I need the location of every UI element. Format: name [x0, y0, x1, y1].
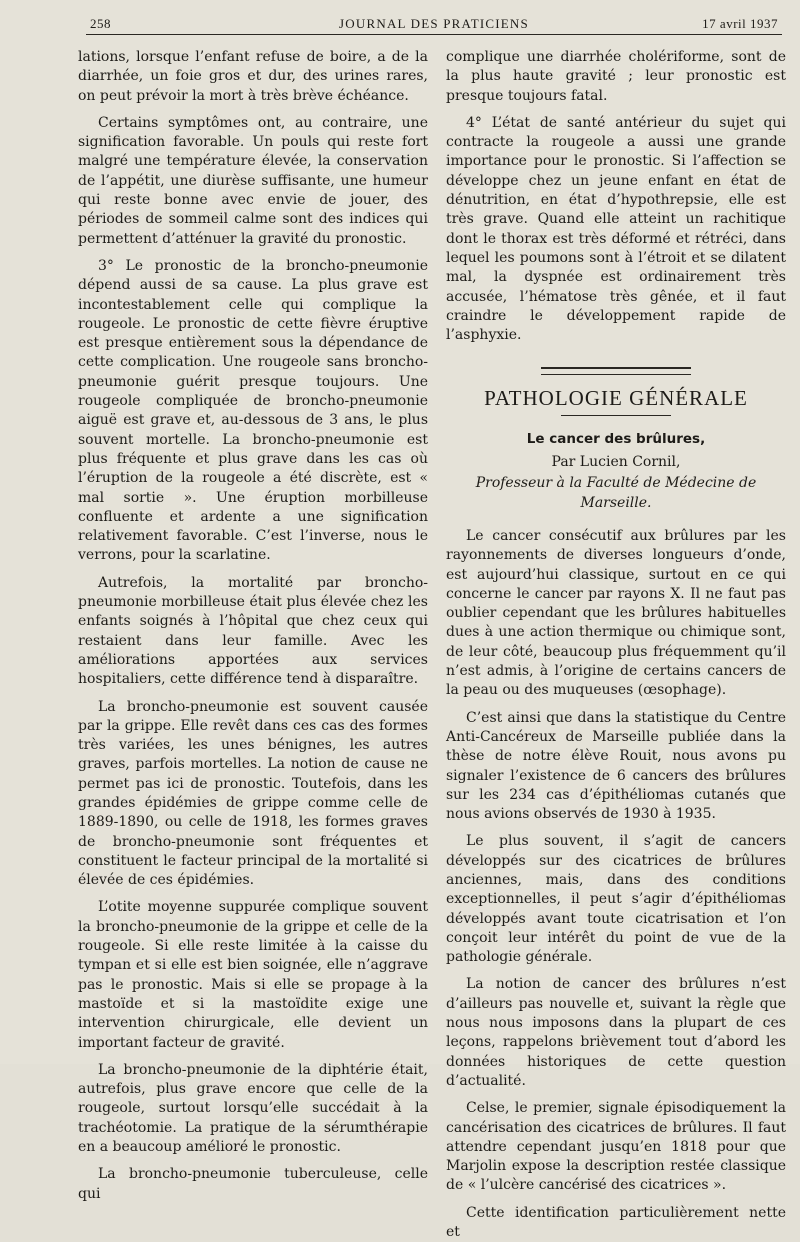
right-paragraph-7: Celse, le premier, signale épisodiquement la cancérisation des cicatrices de brûlures. Il faut attendre cependant jusqu’en 1818 pour que Marjolin expose la description restée classique de « l’ulcère cancérisé des cicatrices ». — [446, 1100, 786, 1194]
right-paragraph-1: complique une diarrhée cholériforme, sont de la plus haute gravité ; leur pronostic est presque toujours fatal. — [446, 49, 786, 104]
left-paragraph-6: L’otite moyenne suppurée complique souvent la broncho-pneumonie de la grippe et celle de la rougeole. Si elle reste limitée à la caisse du tympan et si elle est bien soignée, elle n’aggrave pas le pronostic. Mais si elle se propage à la mastoïde et si la mastoïdite exige une intervention chirurgicale, elle devient un important facteur de gravité. — [78, 899, 428, 1051]
right-column — [446, 48, 786, 1242]
right-paragraph-2: 4° L’état de santé antérieur du sujet qui contracte la rougeole a aussi une grande importance pour le pronostic. Si l’affection se développe chez un jeune enfant en état de dénutrition, en état d’hypothrepsie, elle est très grave. Quand elle atteint un rachitique dont le thorax est très déformé et rétréci, dans lequel les poumons sont à l’étroit et se dilatent mal, la dyspnée est ordinairement très accusée, l’hématose très gênée, et il faut craindre le développement rapide de l’asphyxie. — [446, 114, 786, 344]
section-title: PATHOLOGIE GÉNÉRALE — [484, 386, 748, 411]
page-number: 258 — [90, 16, 111, 31]
left-column — [78, 48, 428, 1204]
right-paragraph-3: Le cancer consécutif aux brûlures par les rayonnements de diverses longueurs d’onde, est aujourd’hui classique, surtout en ce qui concerne le cancer par rayons X. Il ne faut pas oublier cependant que les brûlures habituelles dues à une action thermique ou chimique sont, de leur côté, beaucoup plus fréquemment qu’il n’est admis, à l’origine de certains cancers de la peau ou des muqueuses (œsophage). — [446, 527, 786, 699]
issue-date: 17 avril 1937 — [702, 16, 778, 31]
right-paragraph-8: Cette identification particulièrement nette et — [446, 1204, 786, 1241]
journal-title: JOURNAL DES PRATICIENS — [339, 16, 529, 31]
left-paragraph-5: La broncho-pneumonie est souvent causée par la grippe. Elle revêt dans ces cas des formes très variées, les unes bénignes, les autres graves, parfois mortelles. La notion de cause ne permet pas ici de pronostic. Toutefois, dans les grandes épidémies de grippe comme celle de 1889-1890, ou celle de 1918, les formes graves de broncho-pneumonie sont fréquentes et constituent le facteur principal de la mortalité si élevée de ces épidémies. — [78, 698, 428, 889]
left-paragraph-2: Certains symptômes ont, au contraire, une signification favorable. Un pouls qui reste fort malgré une température élevée, la conservation de l’appétit, une diurèse suffisante, une humeur qui reste bonne avec envie de jouer, des périodes de sommeil calme sont des indices qui permettent d’atténuer la gravité du pronostic. — [78, 114, 428, 247]
article-title: Le cancer des brûlures, — [526, 430, 706, 447]
section-underline — [561, 415, 671, 416]
left-paragraph-7: La broncho-pneumonie de la diphtérie était, autrefois, plus grave encore que celle de la rougeole, surtout lorsqu’elle succédait à la trachéotomie. La pratique de la sérumthérapie en a beaucoup amélioré le pronostic. — [78, 1061, 428, 1156]
section-divider — [541, 367, 691, 375]
left-paragraph-4: Autrefois, la mortalité par broncho-pneumonie morbilleuse était plus élevée chez les enfants soignés à l’hôpital que chez ceux qui restaient dans leur famille. Avec les améliorations apportées aux services hospitaliers, cette différence tend à disparaître. — [78, 574, 428, 688]
right-paragraph-6: La notion de cancer des brûlures n’est d’ailleurs pas nouvelle et, suivant la règle que nous nous imposons dans la plupart de ces leçons, rappelons brièvement tout d’abord les données historiques de cette question d’actualité. — [446, 976, 786, 1089]
left-paragraph-3: 3° Le pronostic de la broncho-pneumonie dépend aussi de sa cause. La plus grave est incontestablement celle qui complique la rougeole. Le pronostic de cette fièvre éruptive est presque entièrement sous la dépendance de cette complication. Une rougeole sans broncho-pneumonie guérit presque toujours. Une rougeole compliquée de broncho-pneumonie aiguë est grave et, au-dessous de 3 ans, le plus souvent mortelle. La broncho-pneumonie est plus fréquente et plus grave dans les cas où l’éruption de la rougeole a été discrète, est « mal sortie ». Une éruption morbilleuse confluente et ardente a une signification relativement favorable. C’est l’inverse, nous le verrons, pour la scarlatine. — [78, 257, 428, 564]
running-head — [86, 12, 782, 35]
right-paragraph-4: C’est ainsi que dans la statistique du Centre Anti-Cancéreux de Marseille publiée dans la thèse de notre élève Rouit, nous avons pu signaler l’existence de 6 cancers des brûlures sur les 234 cas d’épithéliomas cutanés que nous avions observés de 1930 à 1935. — [446, 709, 786, 823]
left-paragraph-8: La broncho-pneumonie tuberculeuse, celle qui — [78, 1166, 428, 1202]
left-paragraph-1: lations, lorsque l’enfant refuse de boire, a de la diarrhée, un foie gros et dur, des urines rares, on peut prévoir la mort à très brève échéance. — [78, 49, 428, 104]
article-byline: Par Lucien Cornil, — [551, 454, 681, 471]
author-affiliation: Professeur à la Faculté de Médecine de Marseille. — [475, 475, 757, 511]
right-paragraph-5: Le plus souvent, il s’agit de cancers développés sur des cicatrices de brûlures anciennes, mais, dans des conditions exceptionnelles, il peut s’agir d’épithéliomas développés avant toute cicatrisation et l’on conçoit leur intérêt du point de vue de la pathologie générale. — [446, 833, 786, 966]
